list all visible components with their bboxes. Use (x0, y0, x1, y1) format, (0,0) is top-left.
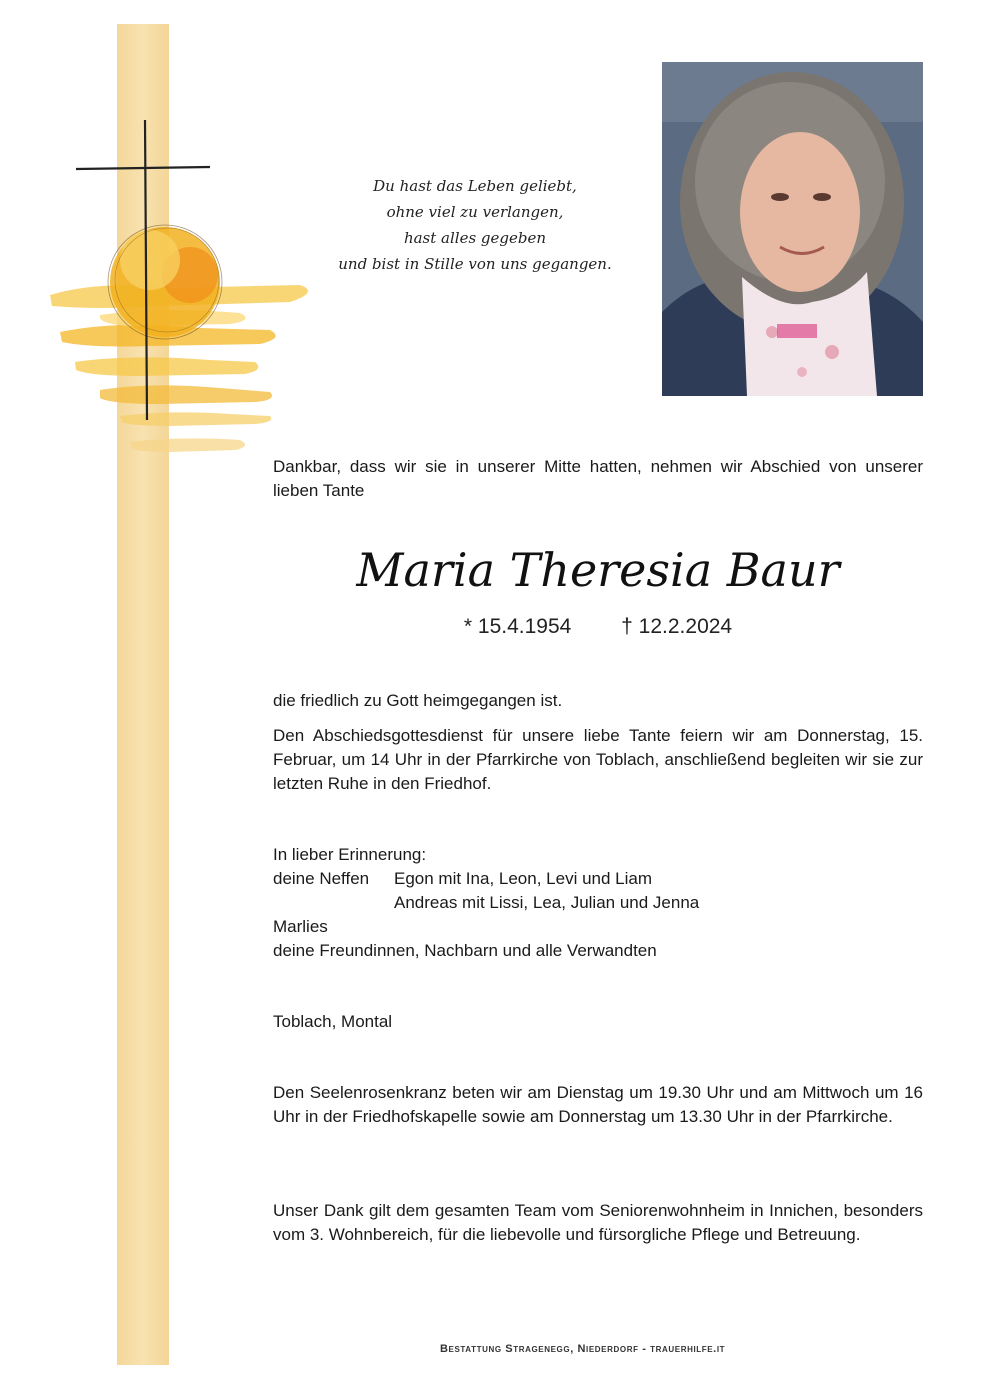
nephews-line: Egon mit Ina, Leon, Levi und Liam (394, 869, 652, 888)
quote-line: ohne viel zu verlangen, (386, 203, 564, 221)
deceased-name: Maria Theresia Baur (356, 543, 840, 597)
memorial-quote (330, 173, 620, 277)
service-text: Den Abschiedsgottesdienst für unsere liebe Tante feiern wir am Donnerstag, 15. Februar, um 14 Uhr in der Pfarrkirche von Toblach, anschließend begleiten wir sie zur letzten Ruhe in den Friedhof. (273, 726, 923, 793)
cross-sun-emblem (40, 110, 330, 470)
mourners-list (273, 843, 923, 963)
mourners-heading: In lieber Erinnerung: (273, 845, 427, 864)
mourner-marlies: Marlies (273, 917, 328, 936)
nephews-row (273, 867, 923, 891)
quote-line: und bist in Stille von uns gegangen. (338, 255, 612, 273)
birth-date: * 15.4.1954 (463, 615, 572, 638)
quote-line: hast alles gegeben (403, 229, 547, 247)
rosary-text: Den Seelenrosenkranz beten wir am Dienstag um 19.30 Uhr und am Mittwoch um 16 Uhr in der Friedhofskapelle sowie am Donnerstag um 13.30 Uhr in der Pfarrkirche. (273, 1083, 923, 1126)
death-date: † 12.2.2024 (621, 615, 733, 638)
thanks-text: Unser Dank gilt dem gesamten Team vom Seniorenwohnheim in Innichen, besonders vom 3. Wohnbereich, für die liebevolle und fürsorgliche Pflege und Betreuung. (273, 1201, 923, 1244)
portrait-photo (662, 62, 923, 396)
funeral-home-footer: Bestattung Stragenegg, Niederdorf - trauerhilfe.it (440, 1343, 726, 1355)
passed-text: die friedlich zu Gott heimgegangen ist. (273, 691, 563, 710)
mourners-others: deine Freundinnen, Nachbarn und alle Verwandten (273, 941, 657, 960)
intro-text: Dankbar, dass wir sie in unserer Mitte hatten, nehmen wir Abschied von unserer lieben Tante (273, 457, 923, 500)
quote-line: Du hast das Leben geliebt, (373, 177, 577, 195)
life-dates (273, 613, 923, 641)
nephews-line: Andreas mit Lissi, Lea, Julian und Jenna (394, 893, 700, 912)
place-text: Toblach, Montal (273, 1012, 393, 1031)
nephews-label: deine Neffen (273, 869, 370, 888)
nephews-row (273, 891, 923, 915)
